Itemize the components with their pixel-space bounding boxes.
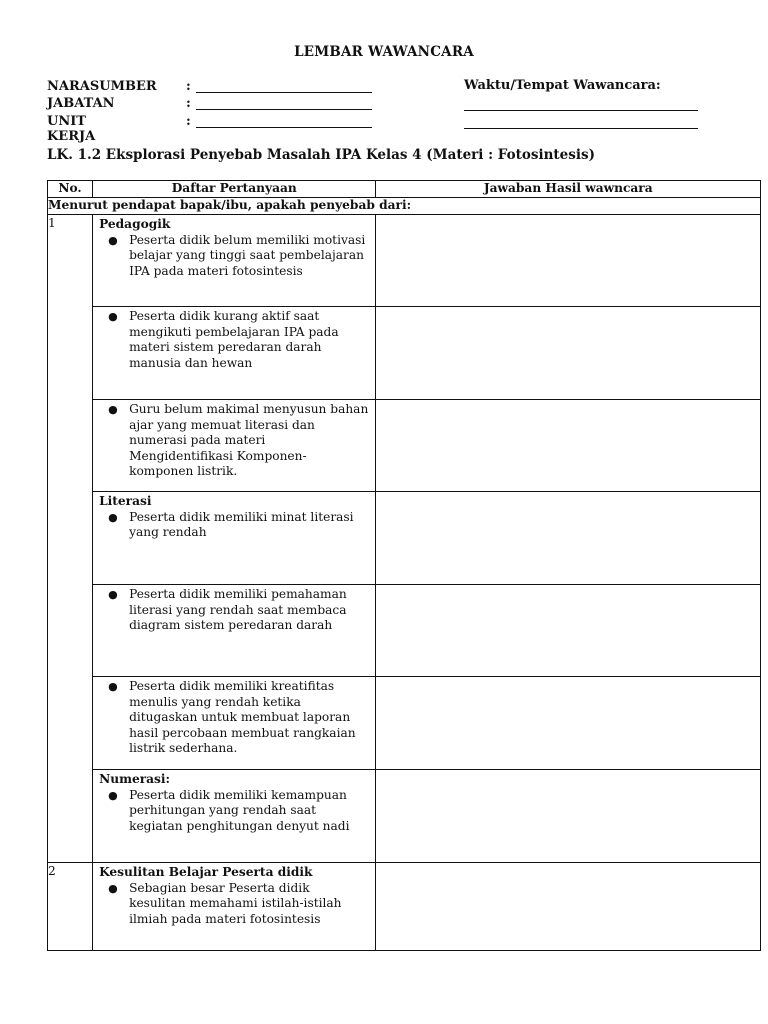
interview-table [47, 180, 761, 951]
bullet-icon: ● [108, 881, 118, 895]
answer-cell[interactable] [376, 770, 761, 863]
question-text: Peserta didik kurang aktif saat mengikuti pembelajaran IPA pada materi sistem peredaran darah manusia dan hewan [129, 309, 339, 370]
table-row [48, 307, 761, 400]
list-item [99, 233, 369, 280]
answer-cell[interactable] [376, 585, 761, 677]
header-no: No. [48, 181, 93, 198]
field-colon: : [186, 96, 191, 111]
question-text: Peserta didik memiliki kreatifitas menulis yang rendah ketika ditugaskan untuk membuat laporan hasil percobaan membuat rangkaian listrik sederhana. [129, 679, 356, 756]
table-row [48, 400, 761, 492]
field-label: NARASUMBER [47, 79, 157, 94]
field-blank-line[interactable] [196, 96, 372, 110]
table-header-row [48, 181, 761, 198]
bullet-icon: ● [108, 403, 118, 416]
question-cell [93, 307, 376, 400]
header-answer: Jawaban Hasil wawncara [376, 181, 761, 198]
list-item [99, 788, 369, 835]
table-row [48, 215, 761, 307]
question-text: Peserta didik memiliki kemampuan perhitungan yang rendah saat kegiatan penghitungan denyut nadi [129, 787, 350, 833]
bullet-icon: ● [108, 588, 118, 601]
section-heading: Literasi [99, 494, 152, 508]
section-heading: Numerasi: [99, 772, 171, 786]
field-colon: : [186, 114, 191, 129]
field-blank-line[interactable] [196, 114, 372, 128]
table-row [48, 770, 761, 863]
section-heading: Pedagogik [99, 217, 171, 231]
page-title: LEMBAR WAWANCARA [294, 44, 474, 60]
question-cell [93, 677, 376, 770]
table-row [48, 863, 761, 951]
question-text: Peserta didik belum memiliki motivasi belajar yang tinggi saat pembelajaran IPA pada materi fotosintesis [129, 232, 366, 278]
list-item [99, 402, 369, 480]
question-cell [93, 863, 376, 951]
question-text: Peserta didik memiliki minat literasi yang rendah [129, 509, 354, 540]
question-cell [93, 215, 376, 307]
question-cell [93, 400, 376, 492]
answer-cell[interactable] [376, 863, 761, 951]
list-item [99, 309, 369, 371]
field-blank-line[interactable] [196, 79, 372, 93]
bullet-icon: ● [108, 788, 118, 802]
table-row [48, 585, 761, 677]
field-label: JABATAN [47, 96, 115, 111]
question-cell [93, 770, 376, 863]
list-item [99, 510, 369, 541]
bullet-icon: ● [108, 510, 118, 524]
intro-row [48, 198, 761, 215]
answer-cell[interactable] [376, 307, 761, 400]
field-colon: : [186, 79, 191, 94]
bullet-icon: ● [108, 233, 118, 247]
intro-text: Menurut pendapat bapak/ibu, apakah penyebab dari: [48, 198, 761, 215]
waktu-tempat-line-1[interactable] [464, 109, 698, 111]
bullet-icon: ● [108, 310, 118, 323]
field-label: UNIT KERJA [47, 114, 96, 144]
question-text: Sebagian besar Peserta didik kesulitan memahami istilah-istilah ilmiah pada materi fotosintesis [129, 880, 342, 926]
lk-title: LK. 1.2 Eksplorasi Penyebab Masalah IPA Kelas 4 (Materi : Fotosintesis) [47, 147, 595, 163]
list-item [99, 679, 369, 757]
row-number: 1 [48, 215, 93, 863]
question-cell [93, 492, 376, 585]
bullet-icon: ● [108, 680, 118, 693]
list-item [99, 587, 369, 634]
table-row [48, 677, 761, 770]
answer-cell[interactable] [376, 215, 761, 307]
question-text: Guru belum makimal menyusun bahan ajar yang memuat literasi dan numerasi pada materi Mengidentifikasi Komponen-komponen listrik. [129, 402, 369, 479]
waktu-tempat-line-2[interactable] [464, 127, 698, 129]
answer-cell[interactable] [376, 677, 761, 770]
row-number: 2 [48, 863, 93, 951]
table-row [48, 492, 761, 585]
question-text: Peserta didik memiliki pemahaman literasi yang rendah saat membaca diagram sistem peredaran darah [129, 587, 347, 633]
question-cell [93, 585, 376, 677]
waktu-tempat-label: Waktu/Tempat Wawancara: [464, 78, 661, 93]
header-question: Daftar Pertanyaan [93, 181, 376, 198]
answer-cell[interactable] [376, 400, 761, 492]
answer-cell[interactable] [376, 492, 761, 585]
section-heading: Kesulitan Belajar Peserta didik [99, 865, 313, 879]
list-item [99, 881, 369, 928]
